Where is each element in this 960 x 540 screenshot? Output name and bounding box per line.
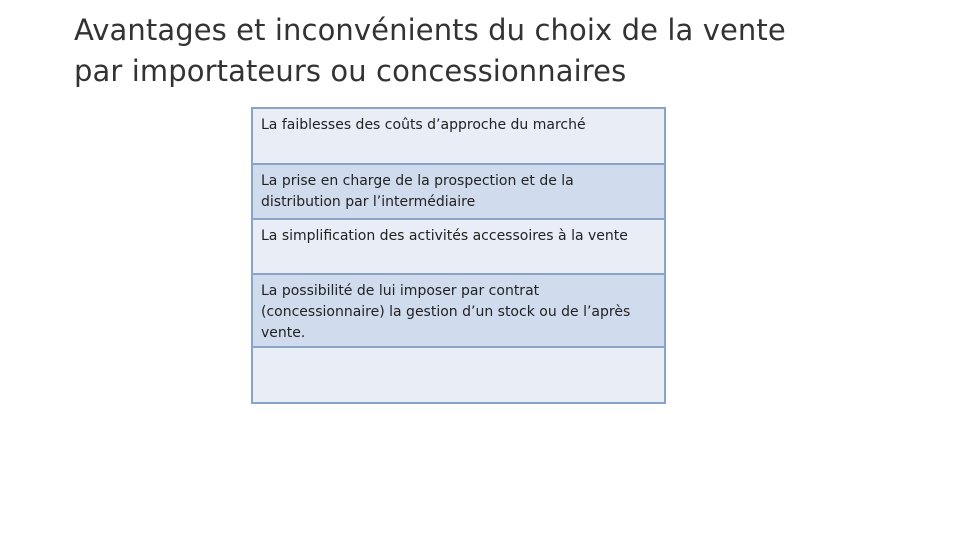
slide-title-line-2: par importateurs ou concessionnaires (74, 54, 627, 88)
table-row-1: La faiblesses des coûts d’approche du marché (253, 109, 664, 165)
table-row-5 (253, 348, 664, 402)
slide-title-line-1: Avantages et inconvénients du choix de la vente (74, 13, 786, 47)
slide-title (74, 10, 934, 92)
table-row-4: La possibilité de lui imposer par contrat (concessionnaire) la gestion d’un stock ou de l’après vente. (253, 275, 664, 348)
table-row-3: La simplification des activités accessoires à la vente (253, 220, 664, 275)
advantages-table (251, 107, 666, 404)
table-row-2: La prise en charge de la prospection et de la distribution par l’intermédiaire (253, 165, 664, 220)
